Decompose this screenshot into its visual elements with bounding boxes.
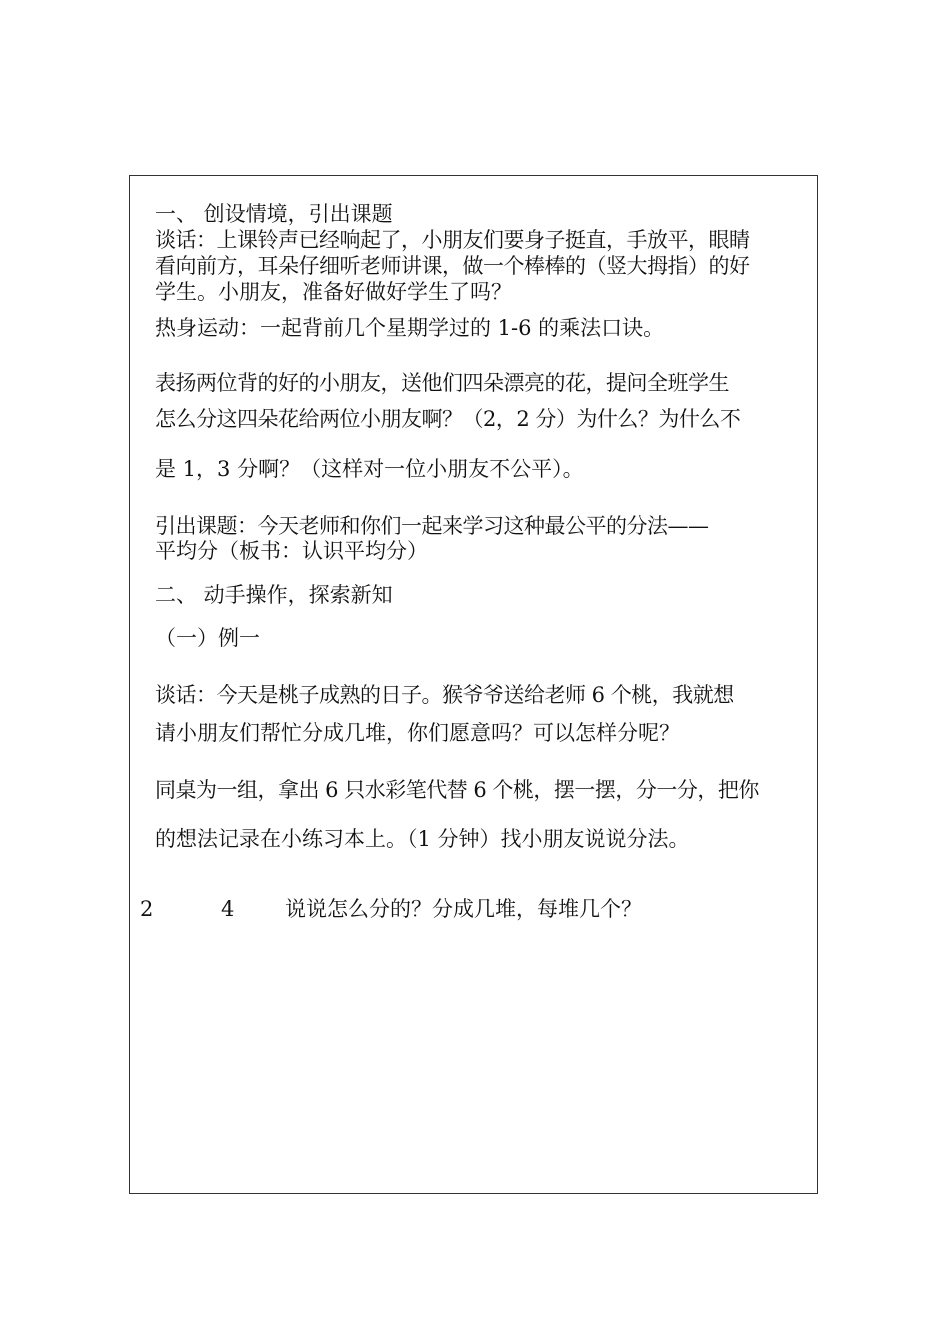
praise-line-1: 表扬两位背的好的小朋友，送他们四朵漂亮的花，提问全班学生 bbox=[155, 371, 729, 395]
split-number-a: 2 bbox=[140, 897, 154, 921]
section-heading-2: 二、 动手操作，探索新知 bbox=[155, 583, 393, 607]
talk-line-1: 谈话：上课铃声已经响起了，小朋友们要身子挺直，手放平，眼睛 bbox=[155, 228, 750, 252]
praise-line-3: 是 1，3 分啊？（这样对一位小朋友不公平）。 bbox=[155, 457, 584, 481]
split-question: 说说怎么分的？分成几堆，每堆几个？ bbox=[285, 897, 642, 921]
warmup-text: 热身运动：一起背前几个星期学过的 1-6 的乘法口诀。 bbox=[155, 316, 665, 340]
activity-line-2: 的想法记录在小练习本上。（1 分钟）找小朋友说说分法。 bbox=[155, 827, 690, 851]
talk2-line-2: 请小朋友们帮忙分成几堆，你们愿意吗？可以怎样分呢？ bbox=[155, 721, 680, 745]
activity-line-1: 同桌为一组，拿出 6 只水彩笔代替 6 个桃，摆一摆，分一分，把你 bbox=[155, 778, 759, 802]
section-heading-1: 一、 创设情境，引出课题 bbox=[155, 202, 393, 226]
split-number-b: 4 bbox=[221, 897, 235, 921]
talk2-line-1: 谈话：今天是桃子成熟的日子。猴爷爷送给老师 6 个桃，我就想 bbox=[155, 683, 734, 707]
talk-line-3: 学生。小朋友，准备好做好学生了吗？ bbox=[155, 280, 512, 304]
intro-line-2: 平均分（板书：认识平均分） bbox=[155, 539, 428, 563]
example-label: （一）例一 bbox=[155, 626, 260, 650]
talk-line-2: 看向前方，耳朵仔细听老师讲课，做一个棒棒的（竖大拇指）的好 bbox=[155, 254, 750, 278]
praise-line-2: 怎么分这四朵花给两位小朋友啊？（2，2 分）为什么？为什么不 bbox=[155, 407, 741, 431]
intro-line-1: 引出课题：今天老师和你们一起来学习这种最公平的分法—— bbox=[155, 514, 709, 538]
